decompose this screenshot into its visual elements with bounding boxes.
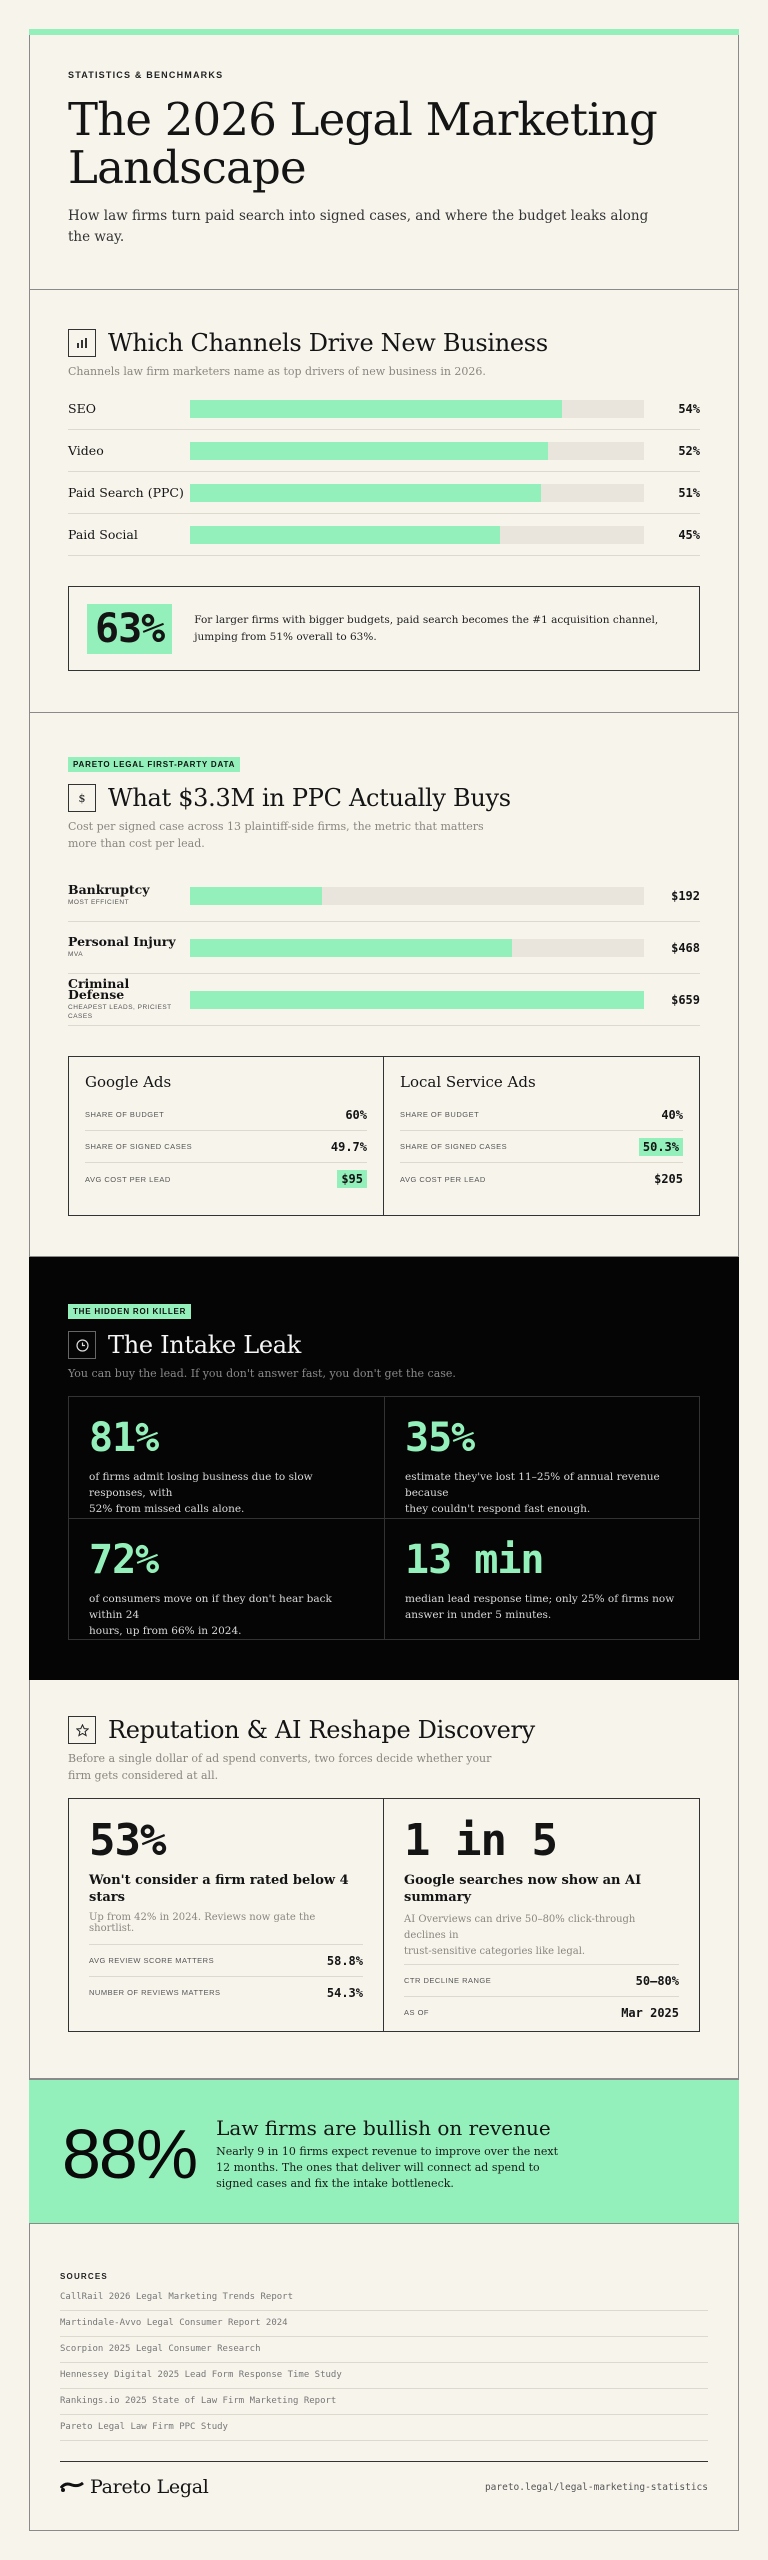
ppc-heading <box>68 784 700 812</box>
ai-summary-heading: Google searches now show an AI summary <box>404 1873 642 1905</box>
intake-section <box>29 1257 739 1680</box>
ppc-bar-list <box>68 870 700 1026</box>
bar-chart-icon <box>68 329 96 357</box>
ai-summary-stat: 1 in 5 <box>404 1815 557 1866</box>
page-subtitle: How law firms turn paid search into signed cases, and where the budget leaks along the way. <box>68 208 649 245</box>
reputation-subtitle: Before a single dollar of ad spend converts, two forces decide whether your firm gets considered at all. <box>68 1752 492 1782</box>
sources-section <box>29 2224 739 2531</box>
ai-summary-note: AI Overviews can drive 50–80% click-through declines in trust-sensitive categories like legal. <box>404 1914 636 1957</box>
bullish-section <box>29 2079 739 2224</box>
reputation-metric-value: 58.8% <box>326 1953 363 1968</box>
ppc-section <box>29 713 739 1257</box>
practice-area-label: Bankruptcy <box>68 882 150 897</box>
reputation-metric-row <box>89 1944 363 1976</box>
lsa-title: Local Service Ads <box>400 1073 536 1091</box>
intake-stat-value: 81% <box>89 1415 159 1461</box>
intake-stat-card <box>384 1518 700 1640</box>
channel-percent: 54% <box>678 401 700 416</box>
intake-heading <box>68 1331 700 1359</box>
channels-heading <box>68 329 700 357</box>
bullish-title: Law firms are bullish on revenue <box>216 2116 551 2140</box>
page-title-line-2: Landscape <box>68 141 306 194</box>
metric-value: $205 <box>654 1172 683 1186</box>
practice-area-note: MVA <box>68 951 84 958</box>
reputation-metric-label: AVG REVIEW SCORE MATTERS <box>89 1956 215 1965</box>
source-item[interactable]: Martindale-Avvo Legal Consumer Report 2024 <box>60 2311 708 2337</box>
reviews-heading: Won't consider a firm rated below 4 stars <box>89 1873 349 1905</box>
metric-row <box>400 1099 683 1131</box>
metric-row <box>400 1131 683 1163</box>
reputation-metric-value: 50–80% <box>635 1973 679 1988</box>
ppc-bar-fill <box>190 887 322 905</box>
source-item[interactable]: CallRail 2026 Legal Marketing Trends Report <box>60 2285 708 2311</box>
metric-value: $95 <box>337 1170 367 1188</box>
ppc-bar-track <box>190 939 645 957</box>
callout-text: For larger firms with bigger budgets, paid search becomes the #1 acquisition channel, jumping from 51% overall to 63%. <box>194 613 659 643</box>
metric-row <box>400 1163 683 1195</box>
intake-stat-text: of firms admit losing business due to slow responses, with 52% from missed calls alone. <box>89 1471 313 1515</box>
star-icon <box>68 1716 96 1744</box>
source-item[interactable]: Pareto Legal Law Firm PPC Study <box>60 2415 708 2441</box>
channel-bar-list <box>68 388 700 556</box>
cost-per-case: $659 <box>671 992 700 1007</box>
metric-value: 40% <box>661 1107 683 1122</box>
channel-label: Paid Social <box>68 527 138 542</box>
metric-value: 49.7% <box>330 1139 367 1154</box>
intake-stat-card <box>384 1396 700 1519</box>
metric-row <box>85 1163 367 1195</box>
channel-bar-track <box>190 400 645 418</box>
metric-label: SHARE OF BUDGET <box>400 1110 480 1119</box>
first-party-badge: PARETO LEGAL FIRST-PARTY DATA <box>68 757 240 772</box>
reputation-section <box>29 1680 739 2079</box>
intake-stat-text: median lead response time; only 25% of firms now answer in under 5 minutes. <box>405 1593 675 1621</box>
channel-percent: 45% <box>678 527 700 542</box>
reputation-metric-label: AS OF <box>404 2008 430 2017</box>
brand-logo[interactable] <box>60 2476 209 2498</box>
channel-bar-fill <box>190 442 548 460</box>
channel-bar-row <box>68 472 700 514</box>
channels-title: Which Channels Drive New Business <box>108 329 548 357</box>
reputation-title: Reputation & AI Reshape Discovery <box>108 1716 535 1744</box>
reputation-cards <box>68 1798 700 2032</box>
reputation-metric-row <box>89 1976 363 2008</box>
callout-box <box>68 586 700 671</box>
reputation-metric-value: Mar 2025 <box>621 2005 679 2020</box>
metric-value: 50.3% <box>639 1138 683 1156</box>
metric-label: SHARE OF SIGNED CASES <box>85 1142 193 1151</box>
cost-per-case: $468 <box>671 940 700 955</box>
channels-subtitle: Channels law firm marketers name as top drivers of new business in 2026. <box>68 365 486 378</box>
metric-value: 60% <box>345 1107 367 1122</box>
channel-label: SEO <box>68 401 96 416</box>
reviews-note: Up from 42% in 2024. Reviews now gate the shortlist. <box>89 1912 316 1934</box>
reviews-stat: 53% <box>89 1815 166 1866</box>
reputation-metric-label: NUMBER OF REVIEWS MATTERS <box>89 1988 221 1997</box>
channel-bar-row <box>68 388 700 430</box>
practice-area <box>68 978 190 1021</box>
channel-label: Video <box>68 443 104 458</box>
reputation-metric-value: 54.3% <box>326 1985 363 2000</box>
reputation-metric-label: CTR DECLINE RANGE <box>404 1976 492 1985</box>
ppc-bar-row <box>68 974 700 1026</box>
source-item[interactable]: Rankings.io 2025 State of Law Firm Marketing Report <box>60 2389 708 2415</box>
channel-percent: 51% <box>678 485 700 500</box>
google-ads-card <box>69 1057 384 1215</box>
metric-label: SHARE OF SIGNED CASES <box>400 1142 508 1151</box>
ppc-bar-track <box>190 887 645 905</box>
eyebrow: STATISTICS & BENCHMARKS <box>68 70 224 80</box>
practice-area-label: Personal Injury <box>68 934 176 949</box>
pareto-mark-icon <box>60 2481 84 2493</box>
sources-heading: SOURCES <box>60 2272 108 2281</box>
channels-section <box>29 290 739 713</box>
practice-area-note: MOST EFFICIENT <box>68 899 130 906</box>
ppc-bar-fill <box>190 991 645 1009</box>
sources-list <box>60 2285 708 2441</box>
reputation-heading <box>68 1716 700 1744</box>
footer-url[interactable]: pareto.legal/legal-marketing-statistics <box>484 2481 708 2493</box>
header-section <box>29 35 739 290</box>
intake-stat-text: estimate they've lost 11–25% of annual revenue because they couldn't respond fast enough. <box>405 1471 660 1515</box>
intake-stat-text: of consumers move on if they don't hear back within 24 hours, up from 66% in 2024. <box>89 1593 332 1637</box>
intake-stat-card <box>68 1396 385 1519</box>
ai-summary-card <box>384 1799 699 2031</box>
platform-comparison <box>68 1056 700 1216</box>
ppc-title: What $3.3M in PPC Actually Buys <box>108 784 511 812</box>
callout-number: 63% <box>87 604 172 654</box>
metric-label: SHARE OF BUDGET <box>85 1110 165 1119</box>
roi-killer-badge: THE HIDDEN ROI KILLER <box>68 1304 191 1319</box>
brand-name: Pareto Legal <box>90 2476 209 2498</box>
channel-bar-row <box>68 430 700 472</box>
reputation-metric-row <box>404 1996 679 2028</box>
reputation-metric-row <box>404 1964 679 1996</box>
channel-bar-fill <box>190 400 562 418</box>
metric-row <box>85 1099 367 1131</box>
practice-area <box>68 884 190 907</box>
ppc-bar-row <box>68 870 700 922</box>
ppc-bar-row <box>68 922 700 974</box>
source-item[interactable]: Scorpion 2025 Legal Consumer Research <box>60 2337 708 2363</box>
intake-title: The Intake Leak <box>108 1331 302 1359</box>
ppc-bar-track <box>190 991 645 1009</box>
channel-bar-fill <box>190 484 541 502</box>
reviews-card <box>69 1799 384 2031</box>
intake-stats-grid <box>68 1396 700 1640</box>
channel-bar-row <box>68 514 700 556</box>
metric-label: AVG COST PER LEAD <box>85 1174 171 1184</box>
intake-stat-card <box>68 1518 385 1640</box>
page-title-line-1: The 2026 Legal Marketing <box>68 93 657 146</box>
clock-icon <box>68 1331 96 1359</box>
footer <box>60 2461 708 2498</box>
practice-area-label: Criminal Defense <box>68 976 130 1002</box>
bullish-stat: 88% <box>62 2115 197 2193</box>
intake-stat-value: 72% <box>89 1537 159 1583</box>
practice-area <box>68 936 190 959</box>
channel-bar-track <box>190 484 645 502</box>
metric-label: AVG COST PER LEAD <box>400 1174 486 1184</box>
bullish-text: Nearly 9 in 10 firms expect revenue to improve over the next 12 months. The ones that deliver will connect ad spend to signed cases and fix the intake bottleneck. <box>216 2145 559 2190</box>
intake-stat-value: 13 min <box>405 1537 544 1583</box>
page-title <box>68 93 657 194</box>
cost-per-case: $192 <box>671 888 700 903</box>
metric-row <box>85 1131 367 1163</box>
channel-bar-track <box>190 442 645 460</box>
google-ads-title: Google Ads <box>85 1073 172 1091</box>
channel-bar-track <box>190 526 645 544</box>
ppc-bar-fill <box>190 939 513 957</box>
practice-area-note: CHEAPEST LEADS, PRICIEST CASES <box>68 1004 172 1020</box>
intake-subtitle: You can buy the lead. If you don't answer fast, you don't get the case. <box>68 1367 456 1380</box>
intake-stat-value: 35% <box>405 1415 475 1461</box>
ppc-subtitle: Cost per signed case across 13 plaintiff-side firms, the metric that matters more than cost per lead. <box>68 820 484 850</box>
channel-bar-fill <box>190 526 500 544</box>
channel-percent: 52% <box>678 443 700 458</box>
lsa-card <box>384 1057 699 1215</box>
dollar-icon: $ <box>68 784 96 812</box>
source-item[interactable]: Hennessey Digital 2025 Lead Form Response Time Study <box>60 2363 708 2389</box>
channel-label: Paid Search (PPC) <box>68 485 184 500</box>
